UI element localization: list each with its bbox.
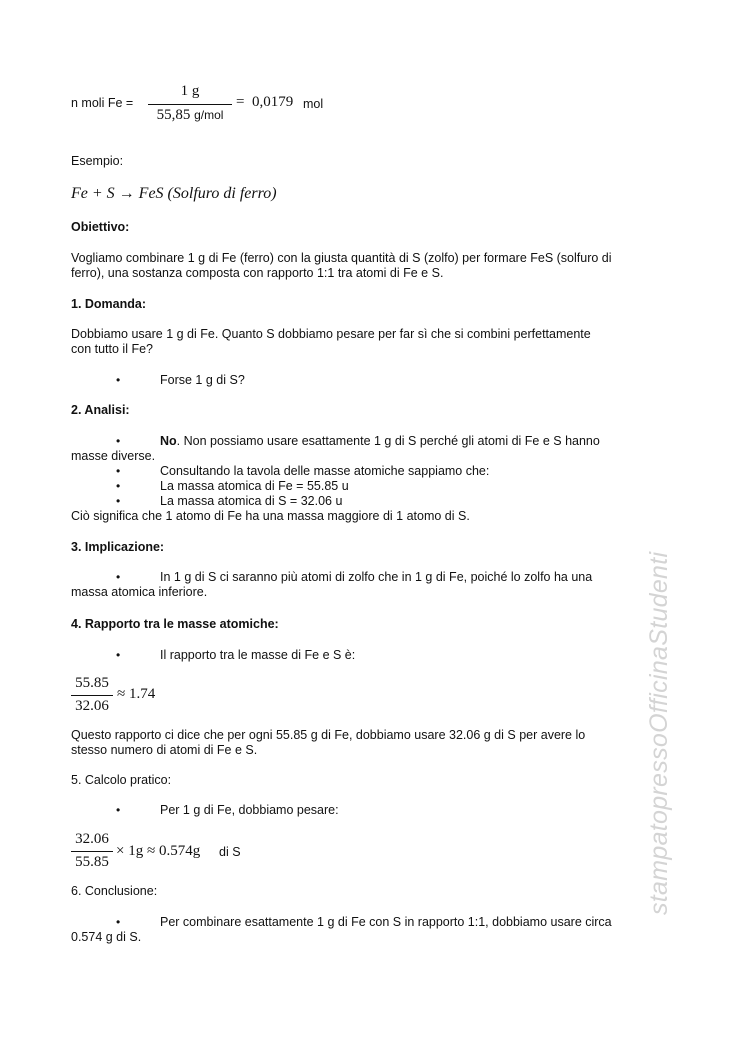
analysis-conclusion: Ciò significa che 1 atomo di Fe ha una massa maggiore di 1 atomo di S. [71, 509, 470, 523]
conclusion-bullet: Per combinare esattamente 1 g di Fe con S in rapporto 1:1, dobbiamo usare circa [160, 915, 612, 929]
ratio-numerator: 55.85 [75, 675, 109, 691]
analysis-bullet: La massa atomica di Fe = 55.85 u [160, 479, 349, 493]
ratio-line: Questo rapporto ci dice che per ogni 55.85 g di Fe, dobbiamo usare 32.06 g di S per avere lo [71, 728, 586, 742]
ratio-bullet: Il rapporto tra le masse di Fe e S è: [160, 648, 356, 662]
moles-result-value: 0,0179 [252, 94, 294, 110]
objective-line: Vogliamo combinare 1 g di Fe (ferro) con la giusta quantità di S (zolfo) per formare FeS (solfuro di [71, 251, 612, 265]
calculation-result: × 1g ≈ 0.574g [116, 843, 201, 859]
calculation-fraction-line [71, 851, 113, 852]
question-line: Dobbiamo usare 1 g di Fe. Quanto S dobbiamo pesare per far sì che si combini perfettamente [71, 327, 591, 341]
watermark: stampatopressoOfficinaStudenti [645, 551, 673, 915]
question-bullet: Forse 1 g di S? [160, 373, 245, 387]
calculation-unit: di S [219, 845, 241, 859]
ratio-denominator: 32.06 [75, 698, 109, 714]
calculation-bullet: Per 1 g di Fe, dobbiamo pesare: [160, 803, 339, 817]
bullet-icon: • [116, 803, 121, 817]
bullet-icon: • [116, 570, 121, 584]
analysis-bullet-continuation: masse diverse. [71, 449, 156, 463]
conclusion-heading: 6. Conclusione: [71, 884, 158, 898]
reaction-equation: Fe + S → FeS (Solfuro di ferro) [71, 185, 277, 202]
bullet-icon: • [116, 373, 121, 387]
implication-bullet: In 1 g di S ci saranno più atomi di zolfo che in 1 g di Fe, poiché lo zolfo ha una [160, 570, 593, 584]
analysis-bullet: Consultando la tavola delle masse atomiche sappiamo che: [160, 464, 490, 478]
analysis-heading: 2. Analisi: [71, 403, 130, 417]
objective-line: ferro), una sostanza composta con rapporto 1:1 tra atomi di Fe e S. [71, 266, 444, 280]
implication-bullet-continuation: massa atomica inferiore. [71, 585, 208, 599]
bullet-icon: • [116, 464, 121, 478]
bullet-icon: • [116, 494, 121, 508]
moles-numerator: 1 g [180, 83, 200, 99]
ratio-result: ≈ 1.74 [117, 686, 156, 702]
calculation-denominator: 55.85 [75, 854, 109, 870]
objective-heading: Obiettivo: [71, 220, 130, 234]
bullet-icon: • [116, 434, 121, 448]
bullet-icon: • [116, 915, 121, 929]
question-heading: 1. Domanda: [71, 297, 147, 311]
moles-denominator: 55,85 g/mol [156, 107, 224, 123]
moles-equals: = [236, 94, 245, 110]
calculation-heading: 5. Calcolo pratico: [71, 773, 172, 787]
bullet-icon: • [116, 479, 121, 493]
implication-heading: 3. Implicazione: [71, 540, 165, 554]
question-line: con tutto il Fe? [71, 342, 153, 356]
ratio-heading: 4. Rapporto tra le masse atomiche: [71, 617, 279, 631]
ratio-fraction-line [71, 695, 113, 696]
moles-result-unit: mol [303, 97, 324, 111]
moles-fraction-line [148, 104, 232, 105]
analysis-bullet: La massa atomica di S = 32.06 u [160, 494, 343, 508]
ratio-line: stesso numero di atomi di Fe e S. [71, 743, 258, 757]
analysis-bullet: No. Non possiamo usare esattamente 1 g di S perché gli atomi di Fe e S hanno [160, 434, 600, 448]
moles-lhs: n moli Fe = [71, 96, 134, 110]
example-heading: Esempio: [71, 154, 124, 168]
bullet-icon: • [116, 648, 121, 662]
conclusion-bullet-continuation: 0.574 g di S. [71, 930, 142, 944]
calculation-numerator: 32.06 [75, 831, 109, 847]
